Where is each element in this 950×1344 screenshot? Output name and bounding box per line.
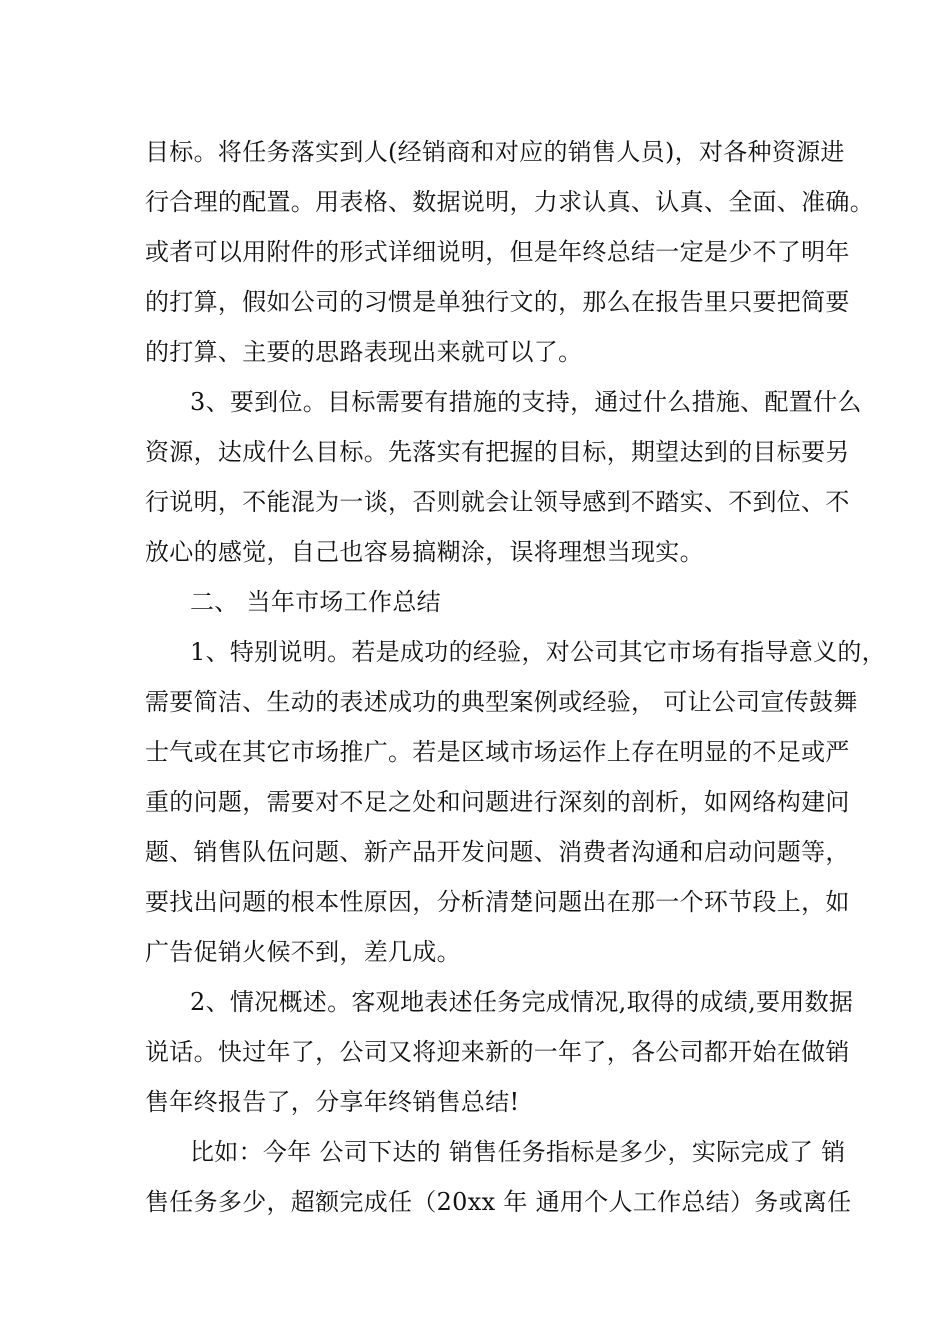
text-line: 的打算，假如公司的习惯是单独行文的，那么在报告里只要把简要 (145, 288, 850, 316)
section-heading: 二、 当年市场工作总结 (190, 588, 441, 616)
text-line: 要找出问题的根本性原因，分析清楚问题出在那一个环节段上，如 (145, 888, 850, 916)
text-line: 需要简洁、生动的表述成功的典型案例或经验， 可让公司宣传鼓舞 (145, 688, 858, 716)
text-line: 放心的感觉，自己也容易搞糊涂，误将理想当现实。 (145, 538, 704, 566)
text-line: 售年终报告了，分享年终销售总结! (145, 1088, 520, 1116)
text-line: 广告促销火候不到，差几成。 (145, 938, 461, 966)
text-line: 行合理的配置。用表格、数据说明，力求认真、认真、全面、准确。 (145, 188, 874, 216)
text-line: 售任务多少，超额完成任（20xx 年 通用个人工作总结）务或离任 (145, 1188, 852, 1216)
text-line: 资源，达成什么目标。先落实有把握的目标，期望达到的目标要另 (145, 438, 850, 466)
text-line: 的打算、主要的思路表现出来就可以了。 (145, 338, 583, 366)
text-line: 说话。快过年了，公司又将迎来新的一年了，各公司都开始在做销 (145, 1038, 850, 1066)
text-line: 士气或在其它市场推广。若是区域市场运作上存在明显的不足或严 (145, 738, 850, 766)
paragraph-start-line: 1、特别说明。若是成功的经验，对公司其它市场有指导意义的， (190, 638, 886, 666)
text-line: 题、销售队伍问题、新产品开发问题、消费者沟通和启动问题等， (145, 838, 850, 866)
paragraph-start-line: 比如：今年 公司下达的 销售任务指标是多少，实际完成了 销 (190, 1138, 846, 1166)
text-line: 目标。将任务落实到人(经销商和对应的销售人员)，对各种资源进 (145, 138, 845, 166)
text-line: 或者可以用附件的形式详细说明，但是年终总结一定是少不了明年 (145, 238, 850, 266)
text-line: 行说明，不能混为一谈，否则就会让领导感到不踏实、不到位、不 (145, 488, 850, 516)
paragraph-start-line: 3、要到位。目标需要有措施的支持，通过什么措施、配置什么 (190, 388, 862, 416)
paragraph-start-line: 2、情况概述。客观地表述任务完成情况,取得的成绩,要用数据 (190, 988, 854, 1016)
text-line: 重的问题，需要对不足之处和问题进行深刻的剖析，如网络构建问 (145, 788, 850, 816)
